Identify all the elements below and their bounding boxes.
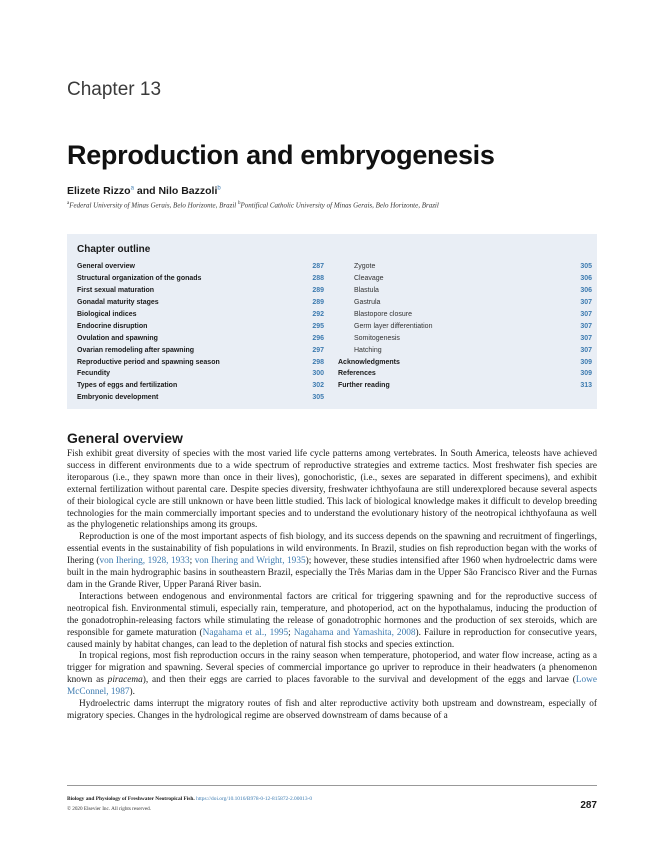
paragraph xyxy=(67,699,597,723)
italic-term: piracema xyxy=(107,675,143,686)
toc-entry[interactable] xyxy=(338,357,592,369)
paragraph-text: ), and then their eggs are carried to places favorable to the survival and development of the eggs and larvae ( xyxy=(142,675,576,686)
paragraph-text: Reproduction is one of the most important aspects of fish biology, and its success depends on the spawning and recruitment of fingerlings, essential events in the sustainability of fish populations in wild environments. In Brazil, studies on fish reproduction began with the works of Ihering ( xyxy=(67,532,597,567)
toc-entry-page[interactable]: 307 xyxy=(580,322,592,330)
chapter-outline-box xyxy=(67,234,597,409)
paragraph-text: Hydroelectric dams interrupt the migratory routes of fish and alter reproductive activity both upstream and downstream, especially of migratory species. Changes in the hydrological regime are observed downstream of dams because of a xyxy=(67,699,597,721)
toc-entry-label: Ovarian remodeling after spawning xyxy=(77,346,195,354)
affiliation-text: Pontifical Catholic University of Minas Gerais, Belo Horizonte, Brazil xyxy=(240,201,439,210)
author-line xyxy=(67,185,221,197)
toc-entry-page[interactable]: 305 xyxy=(580,263,592,270)
toc-entry-label: Further reading xyxy=(338,382,390,390)
paragraph xyxy=(67,651,597,699)
toc-column-left xyxy=(77,261,324,404)
affiliation-marker: b xyxy=(238,201,241,206)
citation-link[interactable]: von Ihering and Wright, 1935 xyxy=(194,556,306,567)
toc-entry[interactable] xyxy=(77,297,324,309)
toc-entry-page[interactable]: 298 xyxy=(312,358,324,366)
toc-entry-page[interactable]: 296 xyxy=(312,334,324,342)
toc-entry[interactable] xyxy=(77,321,324,333)
paragraph-text: ). xyxy=(129,687,135,698)
toc-entry-page[interactable]: 300 xyxy=(312,370,324,378)
toc-entry-page[interactable]: 289 xyxy=(312,298,324,306)
toc-entry-page[interactable]: 313 xyxy=(580,382,592,390)
toc-entry-page[interactable]: 307 xyxy=(580,346,592,354)
toc-entry-page[interactable]: 305 xyxy=(312,394,324,402)
affiliation-text: Federal University of Minas Gerais, Belo Horizonte, Brazil xyxy=(69,201,238,210)
toc-entry-label: Zygote xyxy=(354,263,376,270)
toc-entry[interactable] xyxy=(338,273,592,285)
book-title: Biology and Physiology of Freshwater Neotropical Fish. xyxy=(67,796,197,802)
toc-entry-page[interactable]: 297 xyxy=(312,346,324,354)
toc-entry-page[interactable]: 306 xyxy=(580,286,592,294)
paragraph-text: ). Failure in reproduction for consecutive years, caused mainly by habitat changes, can lead to the depletion of natural fish stocks and species extinction. xyxy=(67,627,597,650)
toc-entry-page[interactable]: 295 xyxy=(312,322,324,330)
toc-entry-label: Blastula xyxy=(354,286,379,294)
paragraph xyxy=(67,532,597,592)
toc-entry[interactable] xyxy=(77,357,324,369)
toc-entry[interactable] xyxy=(77,261,324,273)
paragraph xyxy=(67,592,597,652)
toc-entry-label: Types of eggs and fertilization xyxy=(77,382,178,390)
paragraph-text: In tropical regions, most fish reproduction occurs in the rainy season when temperature, photoperiod, and water flow increase, acting as a trigger for migration and spawning. Several species of commercial importance go upriver to reproduce in their headwaters (a phenomenon known as xyxy=(67,651,597,686)
citation-link[interactable]: Nagahama and Yamashita, 2008 xyxy=(293,627,416,638)
toc-entry[interactable] xyxy=(77,285,324,297)
toc-entry-label: Somitogenesis xyxy=(354,334,400,342)
citation-link[interactable]: von Ihering, 1928, 1933 xyxy=(99,556,190,567)
paragraph-text: ); however, these studies intensified after 1960 when hydroelectric dams were built in the main hydrographic basins in southeastern Brazil, especially the Três Marias dam in the Upper São Francisco River and the Furnas dam in the Grande River, Upper Paraná River basin. xyxy=(67,556,597,590)
affiliations xyxy=(67,201,439,209)
paragraph-text: Interactions between endogenous and environmental factors are critical for triggering spawning and for the reproductive success of neotropical fish. Environmental stimuli, especially rain, temperature, and photoperiod, act on the hypothalamus, inducing the production of the gonadotrophin-releasing factors while stimulating the release of gonadotrophic hormones and the production of sex steroids, which are responsible for gamete maturation ( xyxy=(67,591,597,638)
footer-divider xyxy=(67,785,597,786)
toc-entry[interactable] xyxy=(77,309,324,321)
chapter-title: Reproduction and embryogenesis xyxy=(67,140,495,170)
paragraph-text: ; xyxy=(189,556,195,567)
citation-link[interactable]: Nagahama et al., 1995 xyxy=(202,627,289,638)
affiliation-marker[interactable]: a xyxy=(130,185,134,192)
page-number: 287 xyxy=(580,800,597,811)
toc-entry[interactable] xyxy=(338,297,592,309)
affiliation-marker: a xyxy=(67,201,70,206)
toc-entry-page[interactable]: 302 xyxy=(312,382,324,390)
toc-entry-page[interactable]: 306 xyxy=(580,274,592,282)
toc-entry-label: Endocrine disruption xyxy=(77,322,148,330)
toc-entry-label: Cleavage xyxy=(354,274,384,282)
toc-entry[interactable] xyxy=(338,285,592,297)
toc-entry-page[interactable]: 288 xyxy=(312,274,324,282)
toc-entry-label: First sexual maturation xyxy=(77,286,155,294)
toc-entry[interactable] xyxy=(338,321,592,333)
toc-entry[interactable] xyxy=(77,345,324,357)
toc-entry-label: Reproductive period and spawning season xyxy=(77,358,220,366)
toc-entry-label: Germ layer differentiation xyxy=(354,322,433,330)
toc-entry-label: Fecundity xyxy=(77,370,111,378)
toc-entry-page[interactable]: 307 xyxy=(580,298,592,306)
toc-entry-label: Ovulation and spawning xyxy=(77,334,158,342)
toc-entry-label: Acknowledgments xyxy=(338,358,400,366)
author-name: Nilo Bazzoli xyxy=(158,185,218,197)
toc-entry[interactable] xyxy=(77,380,324,392)
toc-entry[interactable] xyxy=(77,368,324,380)
toc-entry[interactable] xyxy=(77,333,324,345)
chapter-label: Chapter 13 xyxy=(67,79,162,100)
author-name: Elizete Rizzo xyxy=(67,185,131,197)
outline-heading: Chapter outline xyxy=(77,244,151,255)
toc-entry-page[interactable]: 307 xyxy=(580,310,592,318)
toc-entry[interactable] xyxy=(338,333,592,345)
toc-entry[interactable] xyxy=(77,273,324,285)
toc-entry-page[interactable]: 287 xyxy=(312,263,324,270)
toc-entry-page[interactable]: 292 xyxy=(312,310,324,318)
toc-entry[interactable] xyxy=(338,345,592,357)
toc-entry-label: Embryonic development xyxy=(77,394,159,402)
toc-entry[interactable] xyxy=(338,309,592,321)
toc-entry[interactable] xyxy=(338,380,592,392)
toc-entry[interactable] xyxy=(338,368,592,380)
paragraph-text: ; xyxy=(288,627,294,638)
toc-entry-label: Blastopore closure xyxy=(354,310,412,318)
doi-link[interactable]: https://doi.org/10.1016/B978-0-12-815872-2.00013-0 xyxy=(196,796,313,802)
paragraph-text: Fish exhibit great diversity of species with the most varied life cycle patterns among vertebrates. In South America, teleosts have achieved success in different environments due to a wide spectrum of reproductive strategies and extreme tactics. Most freshwater fish species are iteroparous (i.e., they spawn more than once in their lives), gonochoristic, (i.e., sexes are separated in different specimens), and exhibit external fertilization without parental care. Despite species diversity, freshwater ichthyofauna are still underexplored because several aspects of their biological cycle are still unknown or have been little studied. This lack of biological knowledge makes it difficult to develop breeding technologies for the main commercially important species and to understand the evolutionary history of the neotropical ichthyofauna as well as the phylogenetic relationships among its groups. xyxy=(67,449,597,531)
footer-copyright: © 2020 Elsevier Inc. All rights reserved. xyxy=(67,806,152,812)
author-conjunction: and xyxy=(133,185,159,197)
toc-entry[interactable] xyxy=(77,392,324,404)
footer-book-info xyxy=(67,796,312,802)
citation-link[interactable]: Lowe McConnel, 1987 xyxy=(67,675,598,698)
toc-entry-label: References xyxy=(338,370,376,378)
toc-entry-page[interactable]: 309 xyxy=(580,358,592,366)
toc-entry-page[interactable]: 309 xyxy=(580,370,592,378)
toc-entry-label: General overview xyxy=(77,263,135,270)
paragraph xyxy=(67,449,597,532)
section-heading: General overview xyxy=(67,430,183,446)
toc-entry-page[interactable]: 307 xyxy=(580,334,592,342)
toc-entry-label: Gonadal maturity stages xyxy=(77,298,159,306)
toc-column-right xyxy=(338,261,592,392)
toc-entry-page[interactable]: 289 xyxy=(312,286,324,294)
toc-entry-label: Biological indices xyxy=(77,310,137,318)
toc-entry-label: Structural organization of the gonads xyxy=(77,274,202,282)
toc-entry[interactable] xyxy=(338,261,592,273)
toc-entry-label: Hatching xyxy=(354,346,382,354)
body-text xyxy=(67,449,597,723)
affiliation-marker[interactable]: b xyxy=(217,185,221,192)
toc-entry-label: Gastrula xyxy=(354,298,381,306)
